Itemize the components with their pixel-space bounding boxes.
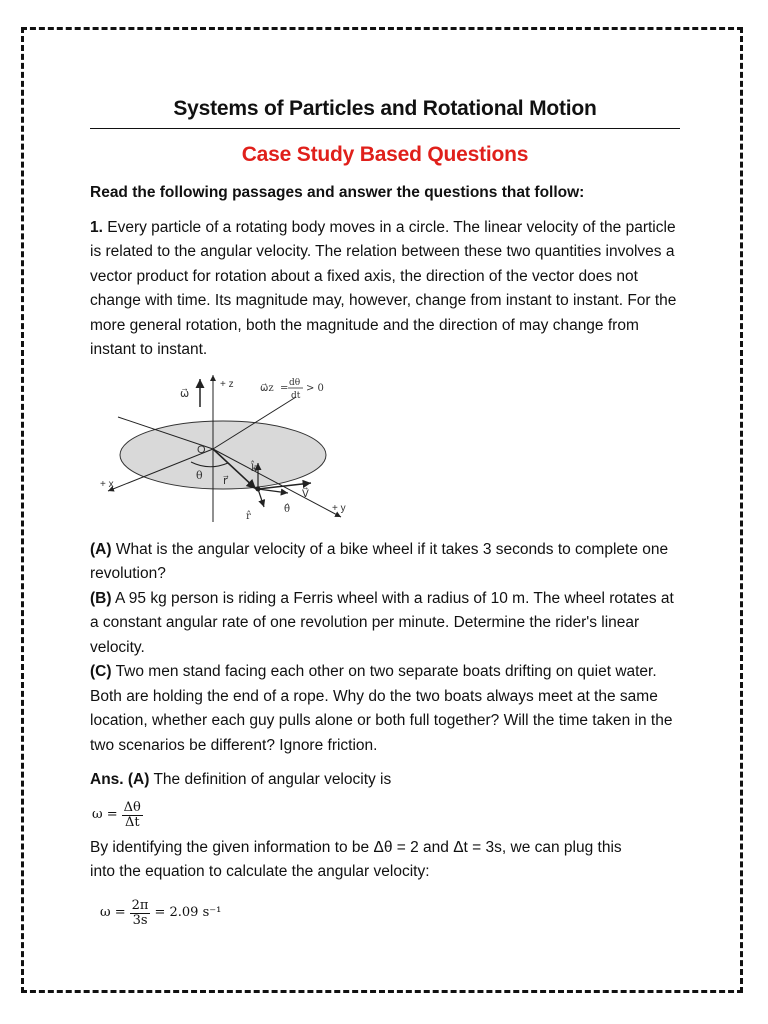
omega-label: ω⃗	[180, 386, 190, 400]
question-b-label: (B)	[90, 589, 112, 607]
angular-velocity-equation	[92, 801, 680, 830]
eq1-denominator: Δt	[124, 814, 140, 830]
theta-hat-label: θ̂	[284, 503, 291, 515]
questions-list	[90, 538, 680, 759]
eq1-lhs: ω =	[92, 806, 118, 822]
answer-body	[90, 836, 680, 885]
answer-label: Ans. (A)	[90, 771, 150, 788]
eq2-lhs: ω =	[100, 904, 126, 920]
y-axis-label: + y	[332, 502, 346, 514]
greater-than-zero: > 0	[306, 382, 324, 394]
answer-intro	[90, 768, 680, 793]
question-c	[90, 660, 680, 758]
question-b	[90, 587, 680, 661]
theta-hat-vector	[258, 489, 288, 493]
question-a	[90, 538, 680, 587]
question-c-label: (C)	[90, 663, 112, 680]
particle	[256, 486, 261, 491]
document-content	[90, 95, 680, 928]
r-vector-label: r⃗	[223, 473, 228, 487]
z-axis-label: + z	[220, 378, 234, 390]
origin-label: O	[197, 443, 206, 456]
answer-intro-text: The definition of angular velocity is	[153, 771, 392, 788]
question-a-label: (A)	[90, 540, 112, 558]
r-hat-vector	[258, 489, 264, 507]
eq2-fraction	[130, 899, 151, 928]
question-c-text: Two men stand facing each other on two separate boats drifting on quiet water. Both are holding the end of a rope. Why do the two boats always meet at the same location, whether each guy pulls alone or both full together? Will the time taken in the two scenarios be different? Ignore friction.	[90, 663, 673, 754]
omega-z-label: ω⃗z	[260, 382, 274, 394]
eq1-numerator: Δθ	[123, 799, 141, 815]
question-a-text: What is the angular velocity of a bike wheel if it takes 3 seconds to complete one revolution?	[90, 540, 669, 582]
answer-body-line2: into the equation to calculate the angular velocity:	[90, 863, 430, 880]
eq2-result: = 2.09 s⁻¹	[154, 904, 222, 920]
v-label: V⃗	[302, 488, 309, 500]
x-axis-label: + x	[100, 478, 114, 490]
section-heading: Case Study Based Questions	[241, 143, 529, 166]
r-hat-label: r̂	[246, 510, 251, 522]
eq2-numerator: 2π	[131, 897, 149, 913]
question-b-text: A 95 kg person is riding a Ferris wheel with a radius of 10 m. The wheel rotates at a constant angular rate of one revolution per minute. Determine the rider's linear velocity.	[90, 589, 674, 656]
rotation-diagram	[96, 367, 366, 532]
eq2-denominator: 3s	[132, 912, 148, 928]
theta-label: θ	[196, 468, 203, 482]
k-hat-label: k̂	[251, 462, 258, 474]
eq1-fraction	[122, 801, 143, 830]
angular-velocity-result-equation	[100, 899, 680, 928]
omega-z-equals: =	[280, 382, 289, 394]
passage-text: Every particle of a rotating body moves in a circle. The linear velocity of the particle is related to the angular velocity. The relation between these two quantities involves a vector product for rotation about a fixed axis, the direction of the vector does not change with time. Its magnitude may, however, change from instant to instant. For the more general rotation, both the magnitude and the direction of may change from instant to instant.	[90, 218, 677, 358]
passage-number: 1.	[90, 218, 103, 236]
instructions: Read the following passages and answer the questions that follow:	[90, 184, 585, 201]
passage	[90, 216, 680, 363]
dtheta-label: dθ	[289, 377, 301, 388]
dt-label: dt	[291, 390, 301, 401]
answer-body-line1: By identifying the given information to be Δθ = 2 and Δt = 3s, we can plug this	[90, 838, 622, 856]
document-title: Systems of Particles and Rotational Motion	[90, 95, 680, 129]
